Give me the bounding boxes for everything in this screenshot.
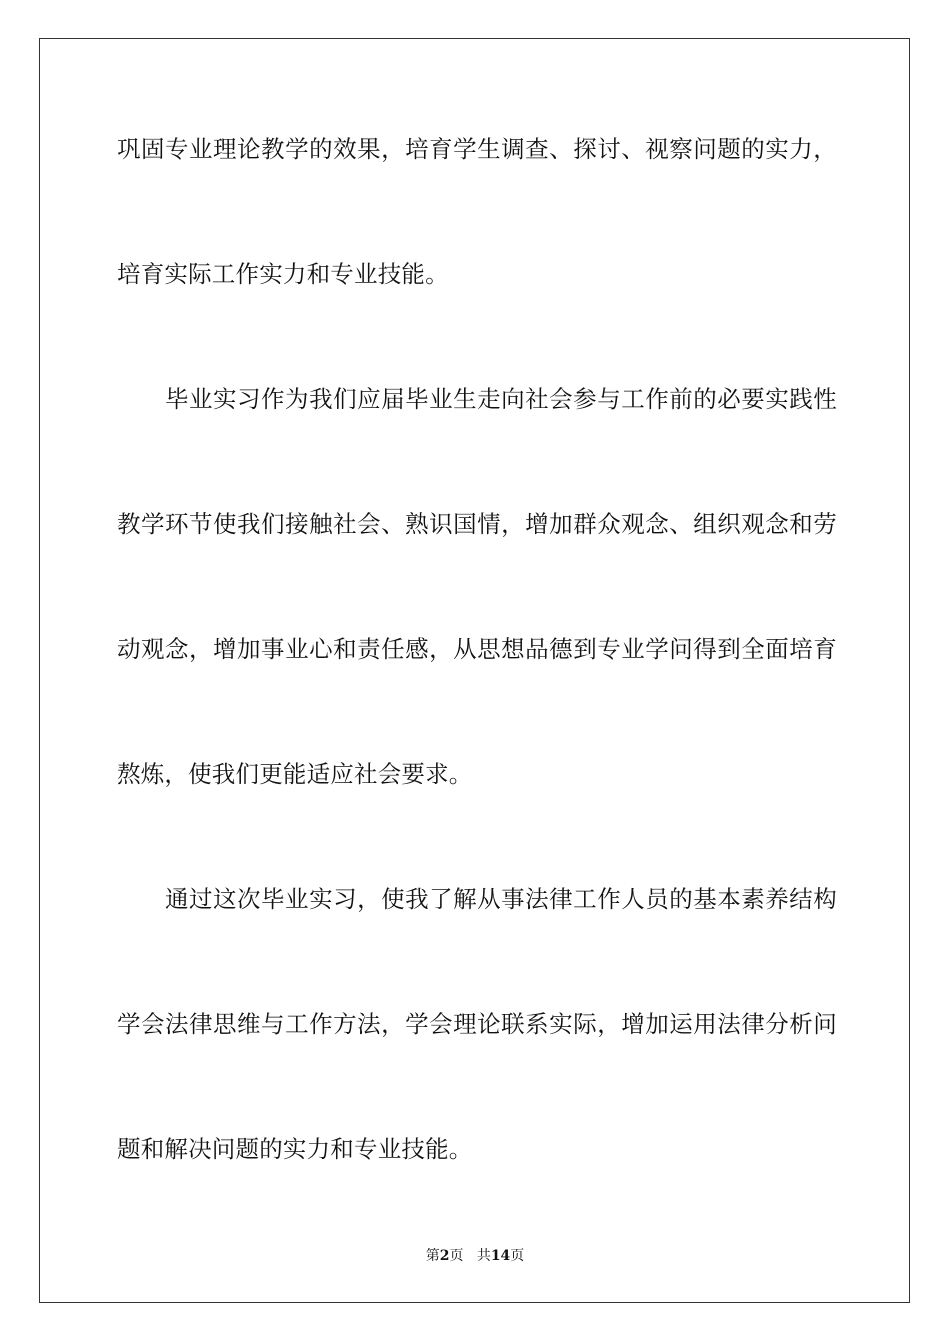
text-line-8: 学会法律思维与工作方法，学会理论联系实际，增加运用法律分析问 bbox=[117, 1010, 837, 1038]
total-prefix: 共 bbox=[476, 1248, 491, 1264]
text-line-4: 教学环节使我们接触社会、熟识国情，增加群众观念、组织观念和劳 bbox=[117, 510, 837, 538]
page-prefix: 第 bbox=[425, 1248, 440, 1264]
page-footer bbox=[0, 1247, 950, 1265]
text-line-6: 熬炼，使我们更能适应社会要求。 bbox=[117, 760, 473, 788]
text-line-2: 培育实际工作实力和专业技能。 bbox=[117, 260, 449, 288]
total-suffix: 页 bbox=[510, 1248, 525, 1264]
text-line-5: 动观念，增加事业心和责任感，从思想品德到专业学问得到全面培育 bbox=[117, 635, 837, 663]
text-line-9: 题和解决问题的实力和专业技能。 bbox=[117, 1135, 473, 1163]
page-suffix: 页 bbox=[449, 1248, 464, 1264]
text-line-3: 毕业实习作为我们应届毕业生走向社会参与工作前的必要实践性 bbox=[165, 385, 837, 413]
page-number: 2 bbox=[439, 1248, 450, 1264]
text-line-7: 通过这次毕业实习，使我了解从事法律工作人员的基本素养结构 bbox=[165, 885, 837, 913]
total-pages: 14 bbox=[490, 1248, 511, 1264]
page-border bbox=[39, 38, 910, 1303]
text-line-1: 巩固专业理论教学的效果，培育学生调查、探讨、视察问题的实力， bbox=[117, 135, 837, 163]
